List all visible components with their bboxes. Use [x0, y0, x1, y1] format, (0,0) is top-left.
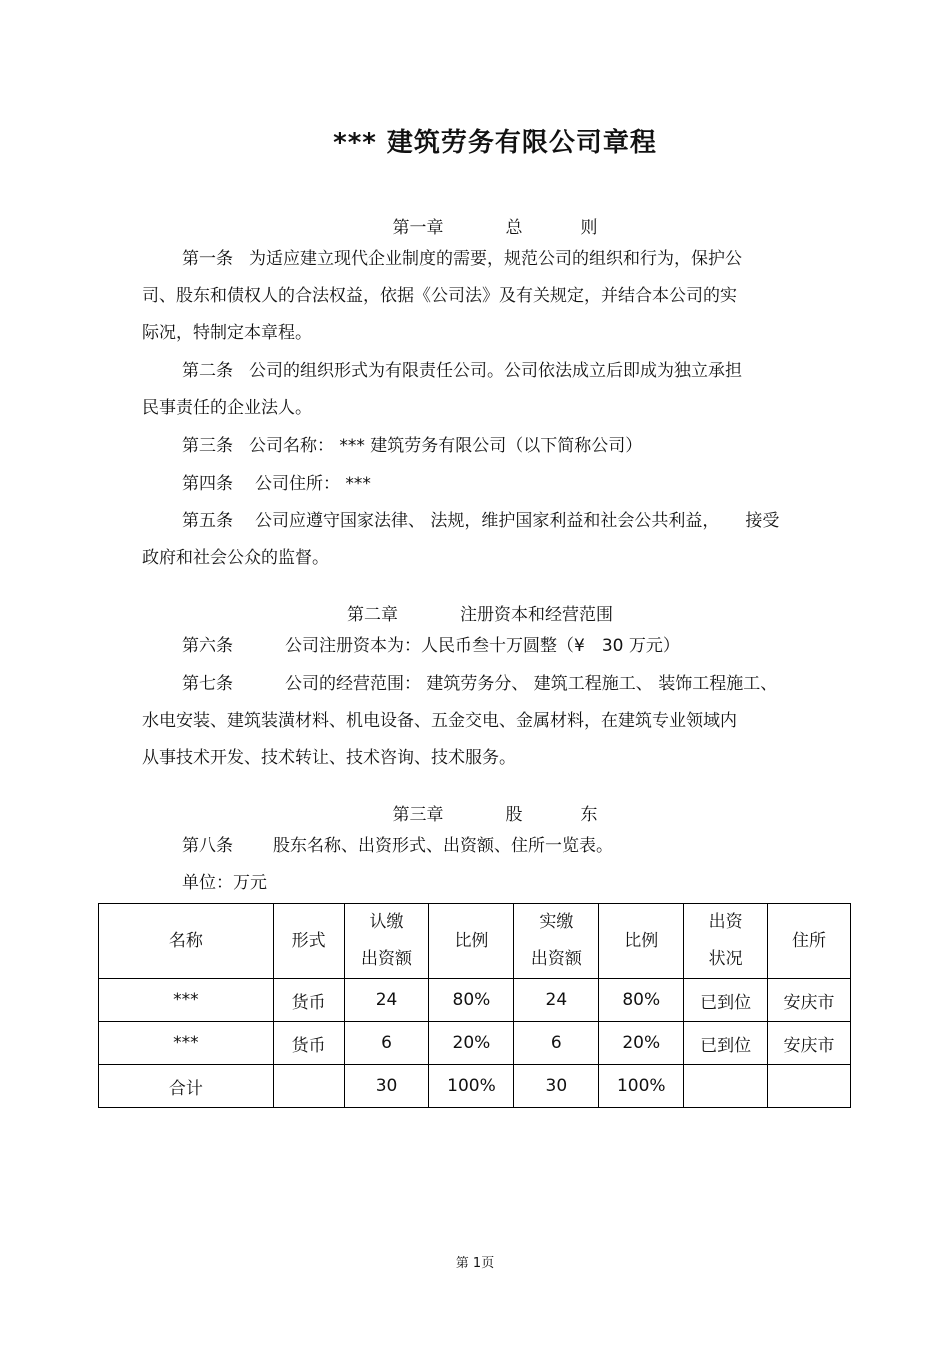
- article-8-line-1: [182, 838, 613, 855]
- header-ratio: 比例: [429, 904, 514, 979]
- article-1-line-1: [182, 251, 742, 268]
- chapter-name-part: 股: [505, 805, 523, 825]
- article-label: 第六条: [182, 636, 233, 656]
- title-text: 建筑劳务有限公司章程: [386, 128, 657, 158]
- article-text: 公司注册资本为：人民币叁十万圆整（¥ 30 万元）: [285, 636, 680, 656]
- cell-ratio: 80%: [429, 979, 514, 1022]
- article-2-line-2: 民事责任的企业法人。: [142, 398, 312, 418]
- article-label: 第八条: [182, 836, 233, 856]
- article-text: 公司的组织形式为有限责任公司。公司依法成立后即成为独立承担: [249, 361, 742, 381]
- cell-subscribed: 24: [344, 979, 429, 1022]
- article-3-line-1: [182, 438, 642, 455]
- article-2-line-1: [182, 363, 742, 380]
- article-4-line-1: [182, 476, 371, 493]
- chapter-heading-1: [0, 213, 950, 238]
- cell-form: 货币: [273, 1022, 344, 1065]
- article-text: 公司住所： ***: [255, 474, 371, 494]
- chapter-name: 注册资本和经营范围: [460, 605, 613, 625]
- cell-name: 合计: [99, 1065, 274, 1108]
- chapter-name-part: 则: [580, 218, 598, 238]
- cell-address: 安庆市: [768, 979, 851, 1022]
- cell-status: 已到位: [684, 1022, 768, 1065]
- header-paid: 实缴 出资额: [514, 904, 599, 979]
- header-name: 名称: [99, 904, 274, 979]
- chapter-number: 第一章: [392, 218, 444, 238]
- article-6-line-1: [182, 638, 680, 655]
- article-label: 第一条: [182, 249, 233, 269]
- title-company-placeholder: ***: [333, 128, 377, 158]
- cell-form: 货币: [273, 979, 344, 1022]
- cell-paid: 24: [514, 979, 599, 1022]
- page-number: 第 1页: [455, 1256, 495, 1271]
- header-status: 出资 状况: [684, 904, 768, 979]
- article-label: 第四条: [182, 474, 233, 494]
- table-total-row: [99, 1065, 851, 1108]
- cell-ratio: 80%: [599, 979, 684, 1022]
- article-1-line-2: 司、股东和债权人的合法权益，依据《公司法》及有关规定，并结合本公司的实: [142, 286, 737, 306]
- unit-note: 单位：万元: [182, 873, 267, 893]
- article-text: 公司的经营范围： 建筑劳务分、 建筑工程施工、 装饰工程施工、: [285, 674, 778, 694]
- article-label: 第三条: [182, 436, 233, 456]
- article-text: 公司名称： *** 建筑劳务有限公司（以下简称公司）: [249, 436, 643, 456]
- chapter-heading-2: [0, 600, 950, 625]
- article-label: 第五条: [182, 511, 233, 531]
- chapter-number: 第二章: [347, 605, 398, 625]
- chapter-name-part: 东: [580, 805, 598, 825]
- article-text: 接受: [745, 511, 780, 531]
- cell-name: ***: [99, 979, 274, 1022]
- header-form: 形式: [273, 904, 344, 979]
- cell-subscribed: 30: [344, 1065, 429, 1108]
- article-5-line-1: [182, 513, 779, 530]
- article-label: 第二条: [182, 361, 233, 381]
- article-label: 第七条: [182, 674, 233, 694]
- article-7-line-1: [182, 676, 777, 693]
- article-text: 公司应遵守国家法律、 法规，维护国家利益和社会公共利益，: [255, 511, 720, 531]
- document-title: [0, 122, 950, 159]
- chapter-number: 第三章: [392, 805, 444, 825]
- cell-ratio: 20%: [429, 1022, 514, 1065]
- article-1-line-3: 际况，特制定本章程。: [142, 323, 312, 343]
- article-7-line-3: 从事技术开发、技术转让、技术咨询、技术服务。: [142, 748, 516, 768]
- header-address: 住所: [768, 904, 851, 979]
- cell-form: [273, 1065, 344, 1108]
- cell-subscribed: 6: [344, 1022, 429, 1065]
- shareholder-table: [98, 903, 851, 1108]
- header-ratio: 比例: [599, 904, 684, 979]
- table-row: [99, 1022, 851, 1065]
- chapter-name-part: 总: [505, 218, 523, 238]
- table-row: [99, 979, 851, 1022]
- cell-ratio: 20%: [599, 1022, 684, 1065]
- article-text: 股东名称、出资形式、出资额、住所一览表。: [273, 836, 613, 856]
- table-header-row: [99, 904, 851, 979]
- chapter-heading-3: [0, 800, 950, 825]
- cell-status: 已到位: [684, 979, 768, 1022]
- cell-address: [768, 1065, 851, 1108]
- article-7-line-2: 水电安装、建筑装潢材料、机电设备、五金交电、金属材料，在建筑专业领域内: [142, 711, 737, 731]
- header-subscribed: 认缴 出资额: [344, 904, 429, 979]
- cell-status: [684, 1065, 768, 1108]
- article-text: 为适应建立现代企业制度的需要，规范公司的组织和行为，保护公: [249, 249, 742, 269]
- cell-address: 安庆市: [768, 1022, 851, 1065]
- article-5-line-2: 政府和社会公众的监督。: [142, 548, 329, 568]
- cell-name: ***: [99, 1022, 274, 1065]
- cell-paid: 6: [514, 1022, 599, 1065]
- cell-paid: 30: [514, 1065, 599, 1108]
- cell-ratio: 100%: [599, 1065, 684, 1108]
- cell-ratio: 100%: [429, 1065, 514, 1108]
